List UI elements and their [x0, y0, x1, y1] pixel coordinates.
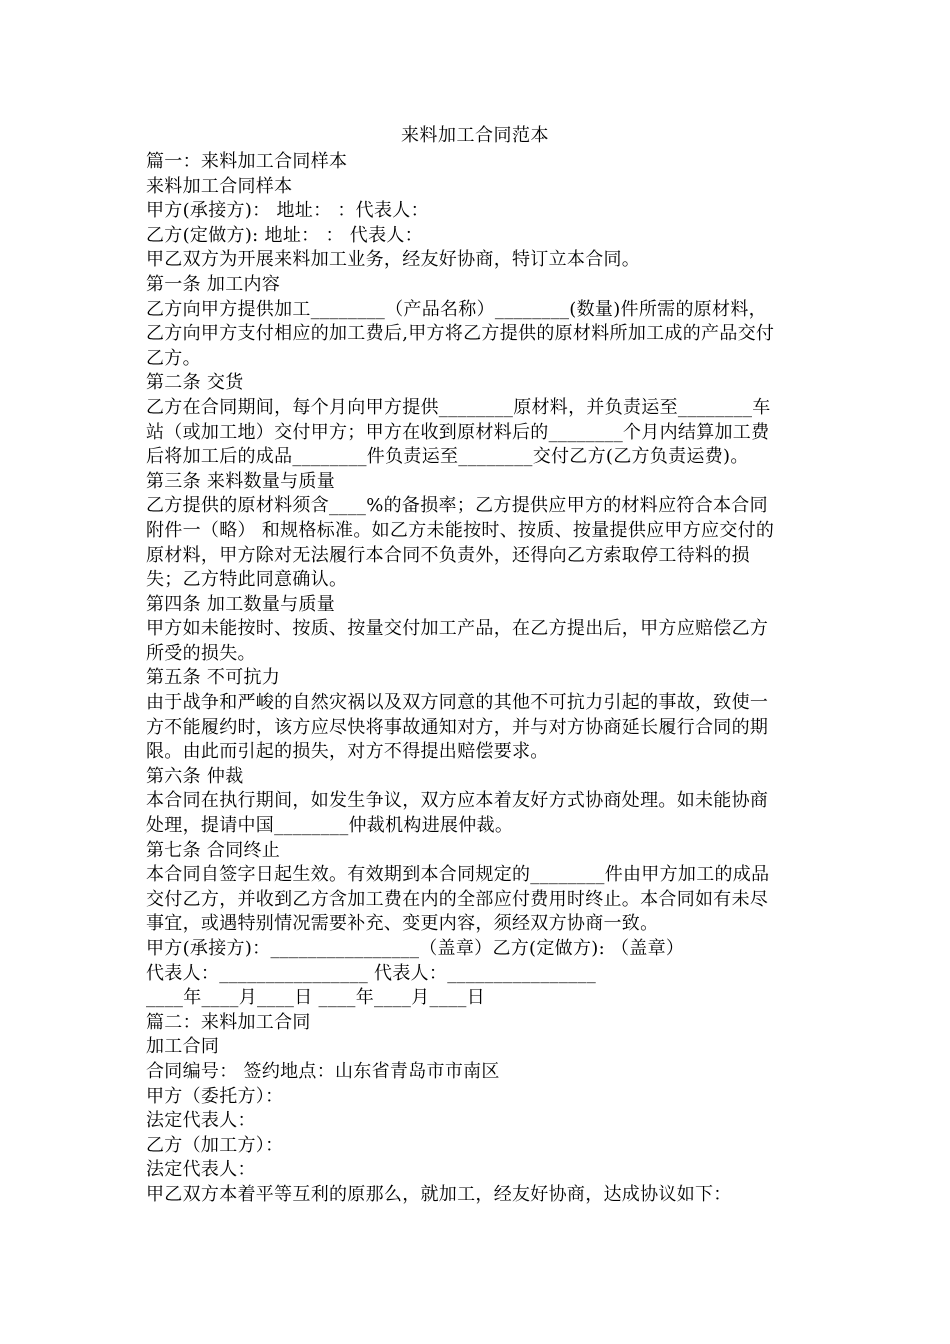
text-line: 篇一：来料加工合同样本: [146, 151, 348, 172]
section-heading: 第三条 来料数量与质量: [146, 470, 336, 492]
text-line: 限。由此而引起的损失，对方不得提出赔偿要求。: [146, 741, 549, 763]
text-line: 法定代表人：: [146, 1110, 256, 1132]
text-line: 乙方。: [146, 347, 201, 369]
text-line: 乙方(定做方): 地址： ： 代表人：: [146, 224, 423, 246]
text-line: 处理，提请中国________仲裁机构进展仲裁。: [146, 815, 514, 837]
document-title: 来料加工合同范本: [401, 125, 549, 146]
text-line: 交付乙方，并收到乙方含加工费在内的全部应付费用时终止。本合同如有未尽: [146, 888, 769, 910]
date-line: ____年____月____日 ____年____月____日: [146, 987, 486, 1009]
text-line: 乙方向甲方提供加工________（产品名称）________(数量)件所需的原材料，: [146, 298, 767, 320]
text-line: 甲乙双方为开展来料加工业务，经友好协商，特订立本合同。: [146, 249, 641, 271]
section-heading: 篇二：来料加工合同: [146, 1011, 311, 1033]
section-heading: 第一条 加工内容: [146, 273, 281, 295]
section-heading: 第四条 加工数量与质量: [146, 593, 336, 615]
section-heading: 第五条 不可抗力: [146, 667, 281, 689]
text-line: 站（或加工地）交付甲方；甲方在收到原材料后的________个月内结算加工费: [146, 421, 770, 443]
text-line: 乙方（加工方）：: [146, 1134, 284, 1156]
text-line: 加工合同: [146, 1036, 220, 1058]
text-line: 甲方（委托方）：: [146, 1085, 284, 1107]
text-line: 来料加工合同样本: [146, 175, 293, 197]
text-line: 失；乙方特此同意确认。: [146, 569, 348, 591]
section-heading: 第二条 交货: [146, 372, 244, 394]
text-line: 事宜，或遇特别情况需要补充、变更内容，须经双方协商一致。: [146, 913, 659, 935]
text-line: 甲乙双方本着平等互利的原那么，就加工，经友好协商，达成协议如下：: [146, 1183, 732, 1205]
signature-line: 代表人：________________ 代表人：________________: [146, 962, 597, 984]
text-line: 合同编号： 签约地点：山东省青岛市市南区: [146, 1060, 500, 1082]
text-line: 所受的损失。: [146, 642, 256, 664]
document-body: [146, 150, 806, 1208]
signature-line: 甲方(承接方)：________________（盖章）乙方(定做方): （盖章）: [146, 938, 685, 959]
text-line: 由于战争和严峻的自然灾祸以及双方同意的其他不可抗力引起的事故，致使一: [146, 692, 769, 714]
text-line: 本合同在执行期间，如发生争议，双方应本着友好方式协商处理。如未能协商: [146, 790, 769, 812]
text-line: 乙方在合同期间，每个月向甲方提供________原材料，并负责运至________车: [146, 396, 771, 418]
text-line: 法定代表人：: [146, 1159, 256, 1181]
text-line: 附件一（略） 和规格标准。如乙方未能按时、按质、按量提供应甲方应交付的: [146, 519, 775, 541]
text-line: 乙方提供的原材料须含____%的备损率；乙方提供应甲方的材料应符合本合同: [146, 495, 768, 517]
text-line: 乙方向甲方支付相应的加工费后,甲方将乙方提供的原材料所加工成的产品交付: [146, 323, 775, 345]
text-line: 原材料，甲方除对无法履行本合同不负责外，还得向乙方索取停工待料的损: [146, 544, 750, 566]
text-line: 甲方(承接方)： 地址： ：代表人：: [146, 200, 429, 222]
text-line: 后将加工后的成品________件负责运至________交付乙方(乙方负责运费)。: [146, 446, 749, 468]
text-line: 甲方如未能按时、按质、按量交付加工产品，在乙方提出后，甲方应赔偿乙方: [146, 618, 769, 640]
text-line: 本合同自签字日起生效。有效期到本合同规定的________件由甲方加工的成品: [146, 864, 770, 886]
section-heading: 第七条 合同终止: [146, 839, 281, 861]
text-line: 方不能履约时，该方应尽快将事故通知对方，并与对方协商延长履行合同的期: [146, 716, 769, 738]
section-heading: 第六条 仲裁: [146, 765, 244, 787]
